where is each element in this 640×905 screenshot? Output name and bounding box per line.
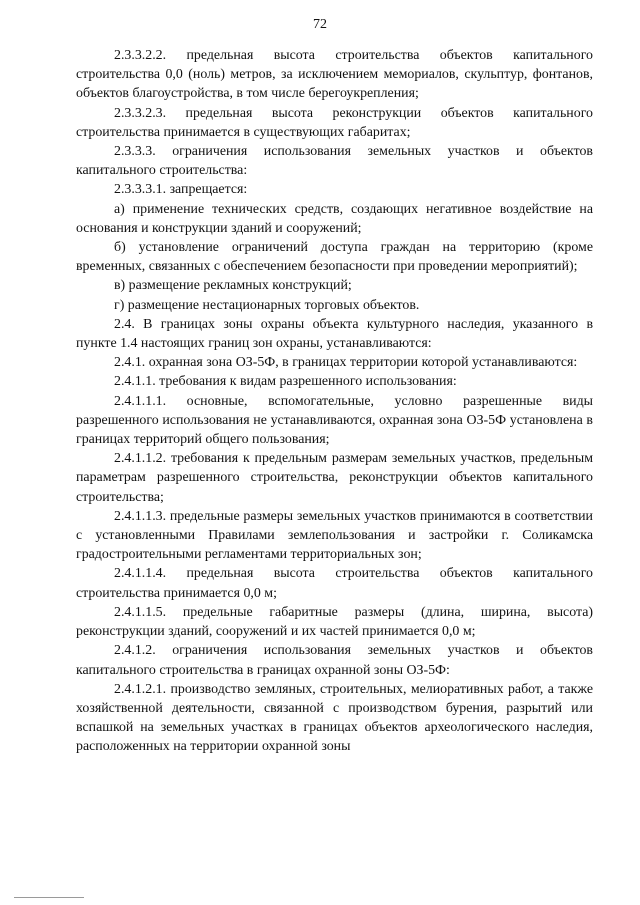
paragraph-2-4-1-1-1: 2.4.1.1.1. основные, вспомогательные, условно разрешенные виды разрешенного использования не устанавливаются, охранная зона ОЗ-5Ф установлена в границах территорий общего пользования; [76,393,593,448]
paragraph-2-4-1-1: 2.4.1.1. требования к видам разрешенного использования: [114,374,457,390]
paragraph-2-4-1-1-5: 2.4.1.1.5. предельные габаритные размеры (длина, ширина, высота) реконструкции зданий, сооружений и их частей принимается 0,0 м; [76,604,593,640]
paragraph-item-g: г) размещение нестационарных торговых объектов. [114,297,420,313]
footer-divider [14,897,84,898]
paragraph-2-4-1: 2.4.1. охранная зона ОЗ-5Ф, в границах территории которой устанавливаются: [114,355,578,371]
paragraph-2-4-1-2: 2.4.1.2. ограничения использования земельных участков и объектов капитального строительства в границах охранной зоны ОЗ-5Ф: [76,643,593,678]
paragraph-item-b: б) установление ограничений доступа граждан на территорию (кроме временных, связанных с обеспечением безопасности при проведении мероприятий); [76,240,593,275]
page-number: 72 [313,17,327,32]
paragraph-2-3-3-3: 2.3.3.3. ограничения использования земельных участков и объектов капитального строительства: [76,144,593,179]
paragraph-2-4-1-1-2: 2.4.1.1.2. требования к предельным размерам земельных участков, предельным параметрам разрешенного строительства, реконструкции объектов капитального строительства; [76,451,593,505]
paragraph-2-4-1-1-4: 2.4.1.1.4. предельная высота строительства объектов капитального строительства принимается 0,0 м; [76,566,593,601]
paragraph-2-3-3-3-1: 2.3.3.3.1. запрещается: [114,182,248,198]
paragraph-2-4: 2.4. В границах зоны охраны объекта культурного наследия, указанного в пункте 1.4 настоящих границ зон охраны, устанавливаются: [76,316,593,352]
paragraph-item-v: в) размещение рекламных конструкций; [114,278,352,294]
paragraph-2-4-1-2-1: 2.4.1.2.1. производство земляных, строительных, мелиоративных работ, а также хозяйственной деятельности, связанной с производством бурения, разрытий или вспашкой на земельных участках в границах объектов археологического наследия, расположенных на территории охранной зоны [76,681,593,755]
paragraph-2-4-1-1-3: 2.4.1.1.3. предельные размеры земельных участков принимаются в соответствии с установленными Правилами землепользования и застройки г. Соликамска градостроительными регламентами территориальных зон; [76,508,593,563]
paragraph-item-a: а) применение технических средств, создающих негативное воздействие на основания и конструкции зданий и сооружений; [76,201,593,236]
document-body [76,46,593,757]
paragraph-2-3-3-2-3: 2.3.3.2.3. предельная высота реконструкции объектов капитального строительства принимается в существующих габаритах; [76,105,593,140]
paragraph-2-3-3-2-2: 2.3.3.2.2. предельная высота строительства объектов капитального строительства 0,0 (ноль) метров, за исключением мемориалов, скульптур, фонтанов, объектов благоустройства, в том числе берегоукрепления; [76,48,593,102]
